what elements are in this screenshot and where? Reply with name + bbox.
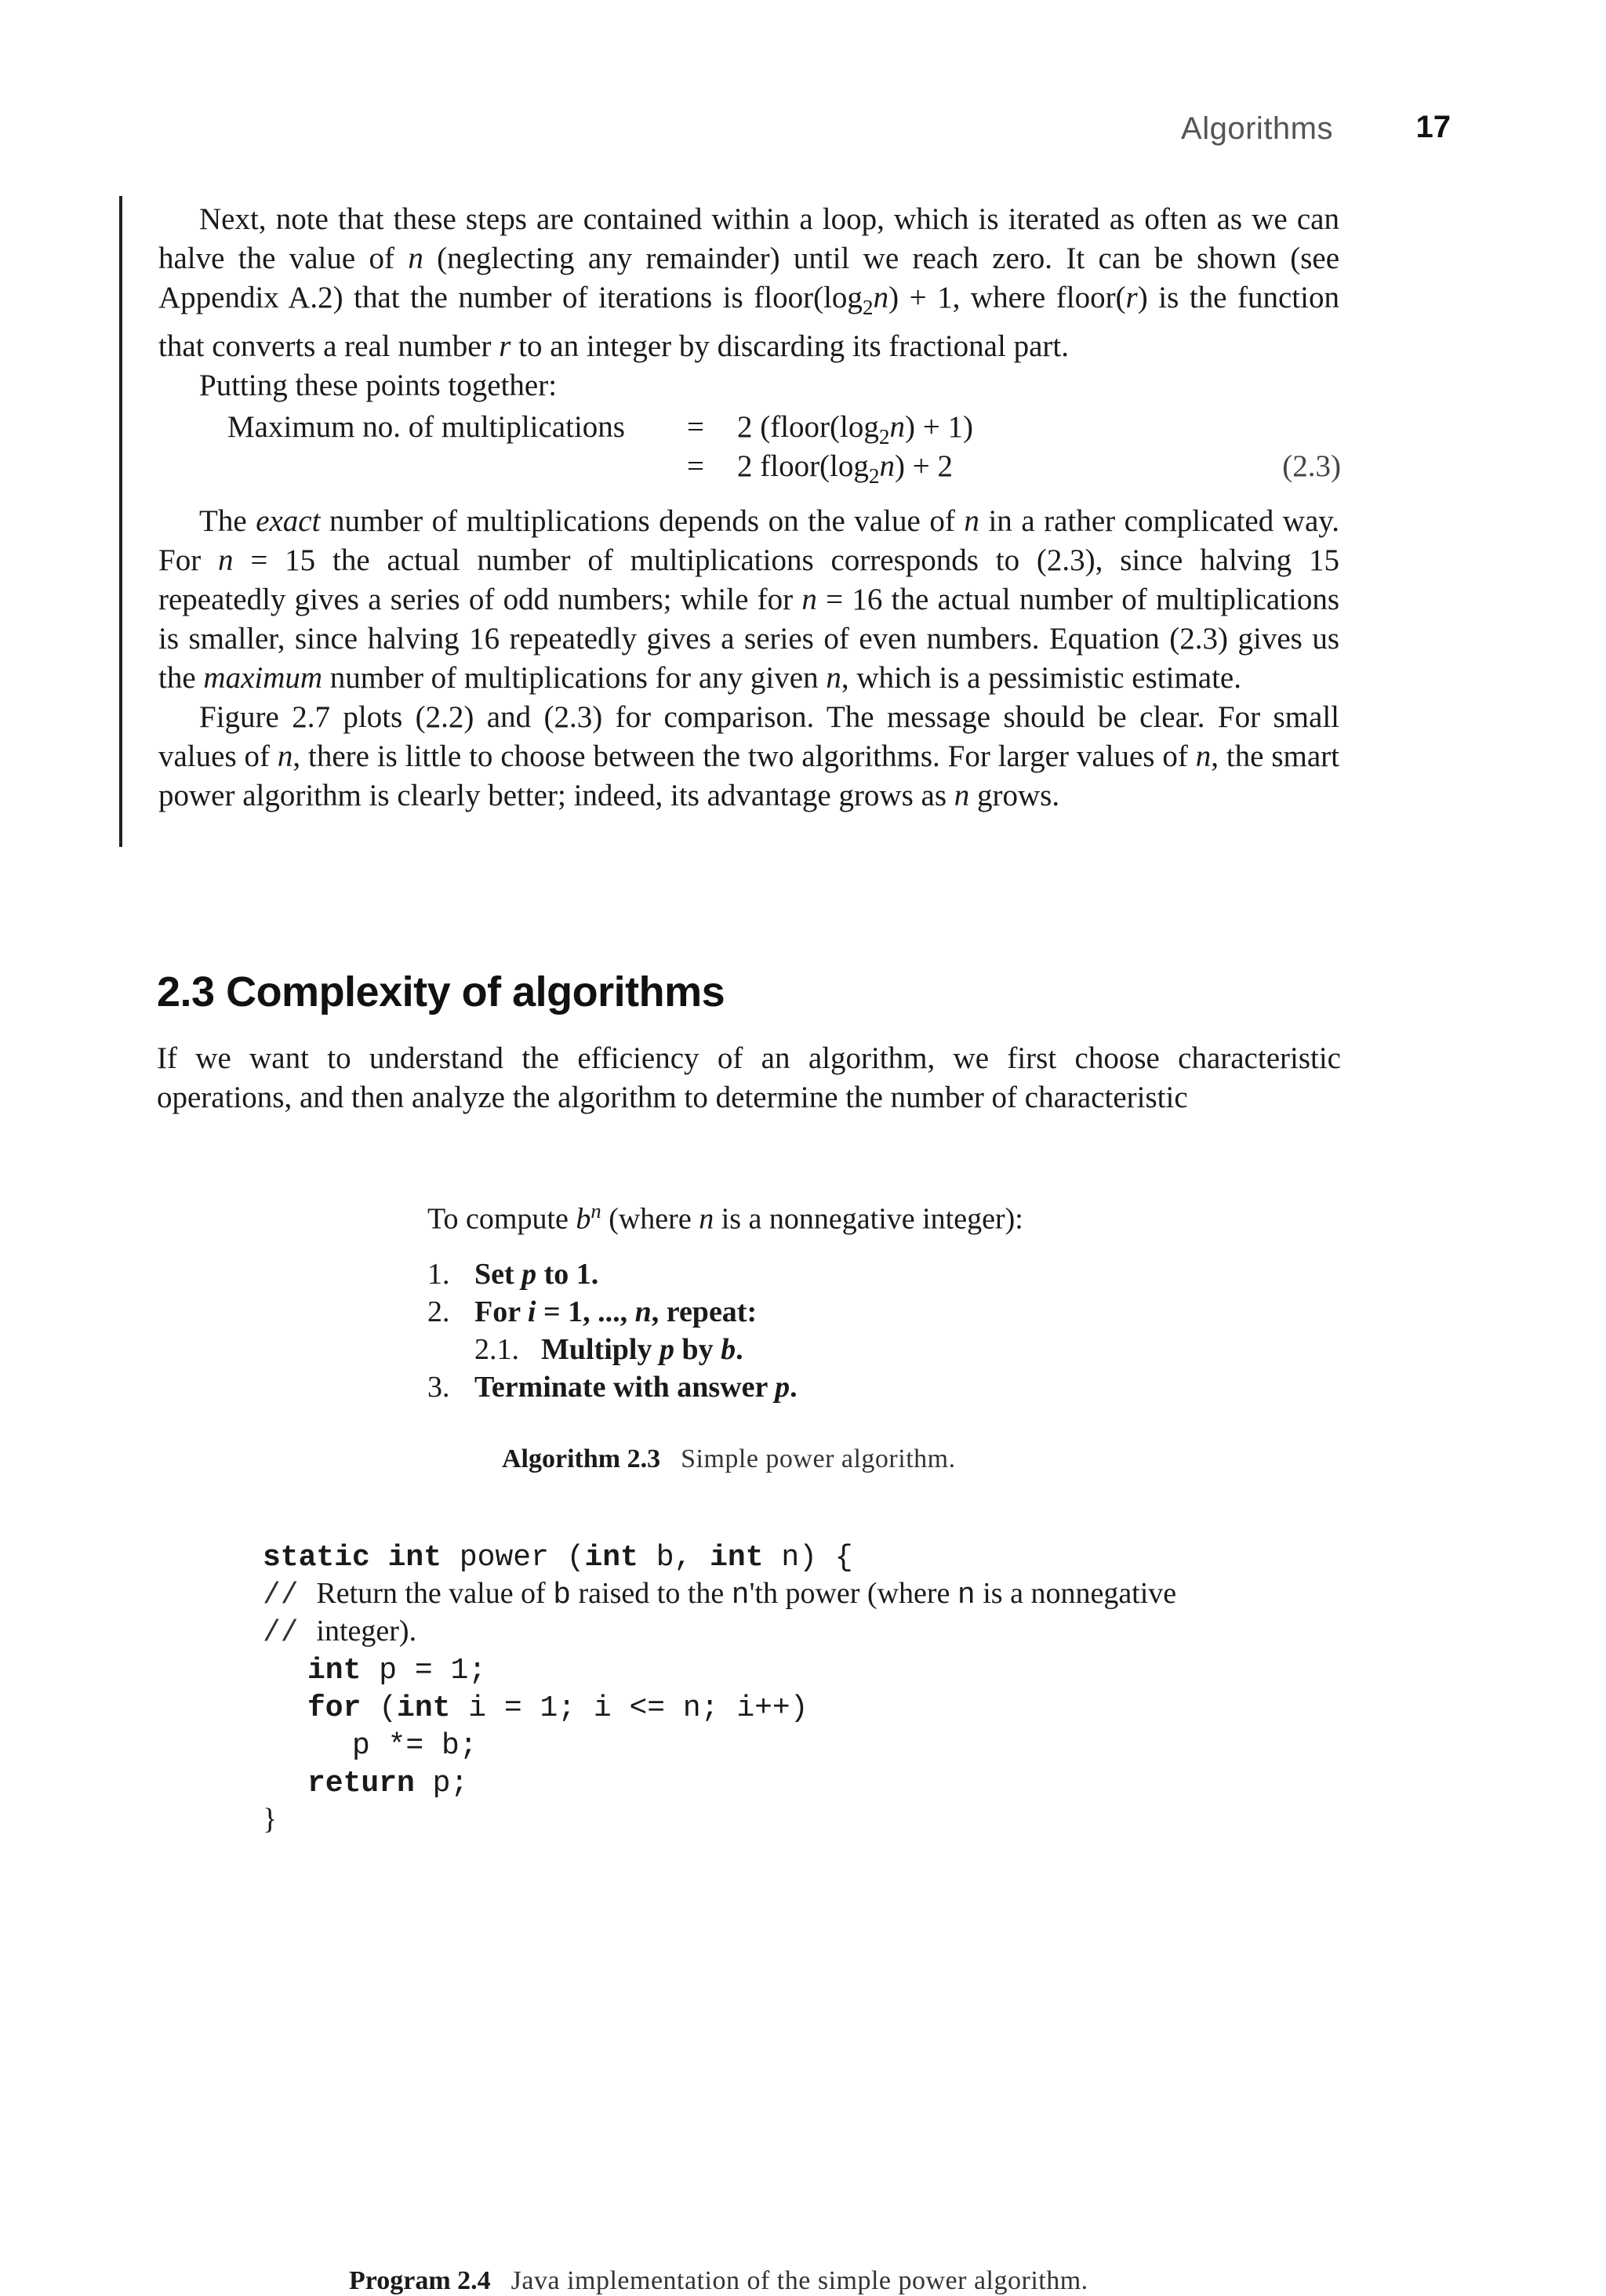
text-run: // xyxy=(263,1578,317,1612)
step-text xyxy=(474,1255,598,1293)
text-run: p; xyxy=(414,1767,469,1800)
algorithm-step xyxy=(427,1368,1212,1406)
algorithm-box xyxy=(427,1192,1212,1406)
text-run: integer). xyxy=(316,1615,417,1648)
text-run: Next, note that these steps are contained within a loop, which is iterated as often as we can halve the value of xyxy=(158,202,1339,275)
text-run: p = 1; xyxy=(361,1654,487,1687)
text-run: 'th power (where xyxy=(749,1577,957,1610)
code-line xyxy=(263,1687,1361,1725)
text-run: n) { xyxy=(763,1541,853,1575)
text-run: ( xyxy=(361,1691,398,1725)
text-run: 2 xyxy=(862,295,874,319)
text-run: i = 1; i <= n; i++) xyxy=(450,1691,808,1725)
equation-lhs: Maximum no. of multiplications xyxy=(227,410,625,444)
text-run: maximum xyxy=(203,661,323,695)
margin-change-bar xyxy=(119,196,122,847)
text-run: Terminate with answer xyxy=(474,1370,776,1404)
text-run: b xyxy=(553,1578,572,1612)
text-run: 2 (floor(log xyxy=(737,410,879,444)
text-run: For xyxy=(474,1295,528,1328)
caption-text: Java implementation of the simple power algorithm. xyxy=(511,2266,1088,2295)
text-run: Set xyxy=(474,1257,522,1291)
caption-text: Simple power algorithm. xyxy=(681,1444,956,1473)
text-run: to 1. xyxy=(536,1257,599,1291)
text-run: int xyxy=(710,1541,764,1575)
code-line xyxy=(263,1575,1361,1612)
step-number: 3. xyxy=(427,1370,450,1404)
text-run: 2 xyxy=(878,424,890,449)
text-run: n xyxy=(873,281,889,314)
paragraph: Putting these points together: xyxy=(199,368,558,402)
section-heading: 2.3 Complexity of algorithms xyxy=(157,968,725,1015)
text-run: . xyxy=(736,1332,743,1366)
text-run: , which is a pessimistic estimate. xyxy=(841,661,1241,695)
page-number: 17 xyxy=(1415,110,1451,144)
text-run: b xyxy=(576,1202,591,1236)
step-text xyxy=(474,1293,757,1331)
text-run: b, xyxy=(638,1541,710,1575)
code-listing xyxy=(263,1537,1361,1838)
text-run: The xyxy=(199,504,256,538)
equation-2-3 xyxy=(227,408,1341,490)
text-run: n xyxy=(277,739,293,773)
text-run: n xyxy=(826,661,841,695)
equation-row xyxy=(227,447,1341,486)
text-run: } xyxy=(263,1803,278,1836)
text-run: Figure 2.7 plots (2.2) and (2.3) for comparison. The message should be clear. For small values of xyxy=(158,700,1339,773)
paragraph: If we want to understand the efficiency of an algorithm, we first choose characteristic operations, and then analyze the algorithm to determine the number of characteristic xyxy=(157,1041,1341,1114)
text-run: ) + 1, where floor( xyxy=(888,281,1126,314)
step-number: 2.1. xyxy=(474,1332,519,1366)
discussion-block xyxy=(158,502,1339,816)
equals-sign: = xyxy=(687,449,704,483)
caption-label: Algorithm 2.3 xyxy=(502,1444,661,1473)
code-line xyxy=(263,1650,1361,1687)
text-run: n xyxy=(634,1295,652,1328)
text-run: number of multiplications depends on the value of xyxy=(320,504,965,538)
text-run: return xyxy=(307,1767,415,1800)
step-number: 2. xyxy=(427,1295,450,1328)
running-title: Algorithms xyxy=(1181,111,1333,146)
text-run: ) + 1) xyxy=(905,410,974,444)
text-run: number of multiplications for any given xyxy=(322,661,827,695)
text-run: p xyxy=(775,1370,790,1404)
text-run: = 15 the actual number of multiplications corresponds to (2.3), since halving 15 repeatedly gives a series of odd numbers; while for xyxy=(158,543,1339,616)
text-run: i xyxy=(527,1295,536,1328)
code-line xyxy=(263,1725,1361,1763)
text-run: n xyxy=(964,504,979,538)
text-run: is a nonnegative integer): xyxy=(714,1202,1023,1236)
text-run: 2 floor(log xyxy=(737,449,869,483)
text-run: (where xyxy=(601,1202,699,1236)
program-caption xyxy=(349,2266,1088,2296)
intro-block xyxy=(158,200,1339,405)
text-run: power ( xyxy=(441,1541,585,1575)
text-run: // xyxy=(263,1616,317,1650)
text-run: n xyxy=(801,583,817,616)
text-run: n xyxy=(731,1578,750,1612)
text-run: , there is little to choose between the two algorithms. For larger values of xyxy=(292,739,1196,773)
text-run: , repeat: xyxy=(651,1295,758,1328)
text-run: p *= b; xyxy=(352,1729,478,1763)
text-run: to an integer by discarding its fractional part. xyxy=(511,329,1069,363)
text-run: n xyxy=(879,449,896,483)
text-run: n xyxy=(954,779,970,812)
algorithm-steps xyxy=(427,1255,1212,1406)
code-line xyxy=(263,1800,1361,1838)
algorithm-step xyxy=(427,1255,1212,1293)
paragraph xyxy=(158,200,1339,366)
text-run: by xyxy=(674,1332,721,1366)
text-run: n xyxy=(889,410,906,444)
equals-sign: = xyxy=(687,410,704,444)
algorithm-intro xyxy=(427,1192,1212,1238)
equation-number: (2.3) xyxy=(1282,449,1341,483)
paragraph xyxy=(158,698,1339,816)
text-run: n xyxy=(957,1578,976,1612)
text-run: Return the value of xyxy=(316,1577,554,1610)
text-run: (neglecting any remainder) until we reach zero. It can be shown (see Appendix A.2) that the number of iterations is floor(log xyxy=(158,242,1340,314)
text-run: 2 xyxy=(868,463,880,488)
code-line xyxy=(263,1612,1361,1650)
text-run: grows. xyxy=(969,779,1060,812)
text-run: r xyxy=(1125,281,1138,314)
text-run: r xyxy=(499,329,511,363)
text-run: n xyxy=(408,242,423,275)
text-run: . xyxy=(790,1370,798,1404)
paragraph xyxy=(158,502,1339,698)
text-run: n xyxy=(590,1199,601,1222)
code-line xyxy=(263,1763,1361,1800)
text-run: p xyxy=(521,1257,537,1291)
equation-rhs xyxy=(737,447,953,496)
text-run: in a rather complicated way. For xyxy=(158,504,1339,577)
step-text xyxy=(541,1331,743,1368)
caption-label: Program 2.4 xyxy=(349,2266,491,2295)
step-number: 1. xyxy=(427,1257,450,1291)
text-run: exact xyxy=(256,504,321,538)
text-run: int xyxy=(307,1654,362,1687)
algorithm-step xyxy=(427,1331,1212,1368)
text-run: is a nonnegative xyxy=(975,1577,1177,1610)
text-run: p xyxy=(659,1332,674,1366)
text-run: b xyxy=(721,1332,736,1366)
text-run: int xyxy=(397,1691,451,1725)
text-run: n xyxy=(699,1202,714,1236)
text-run: = 1, ..., xyxy=(536,1295,635,1328)
text-run: static int xyxy=(263,1541,442,1575)
text-run: = 16 the actual number of multiplications is smaller, since halving 16 repeatedly gives a series of even numbers. Equation (2.3) gives us the xyxy=(158,583,1339,695)
text-run: int xyxy=(584,1541,638,1575)
section-body xyxy=(157,1039,1341,1117)
algorithm-step xyxy=(427,1293,1212,1331)
step-text xyxy=(474,1368,798,1406)
code-line xyxy=(263,1537,1361,1575)
text-run: Multiply xyxy=(541,1332,659,1366)
text-run: n xyxy=(1195,739,1212,773)
text-run: , the smart power algorithm is clearly better; indeed, its advantage grows as xyxy=(158,739,1340,812)
text-run: ) + 2 xyxy=(895,449,954,483)
text-run: n xyxy=(218,543,234,577)
text-run: raised to the xyxy=(571,1577,732,1610)
text-run: for xyxy=(307,1691,362,1725)
text-run: To compute xyxy=(427,1202,576,1236)
algorithm-caption xyxy=(502,1444,956,1474)
text-run: ) is the function that converts a real number xyxy=(158,281,1339,363)
